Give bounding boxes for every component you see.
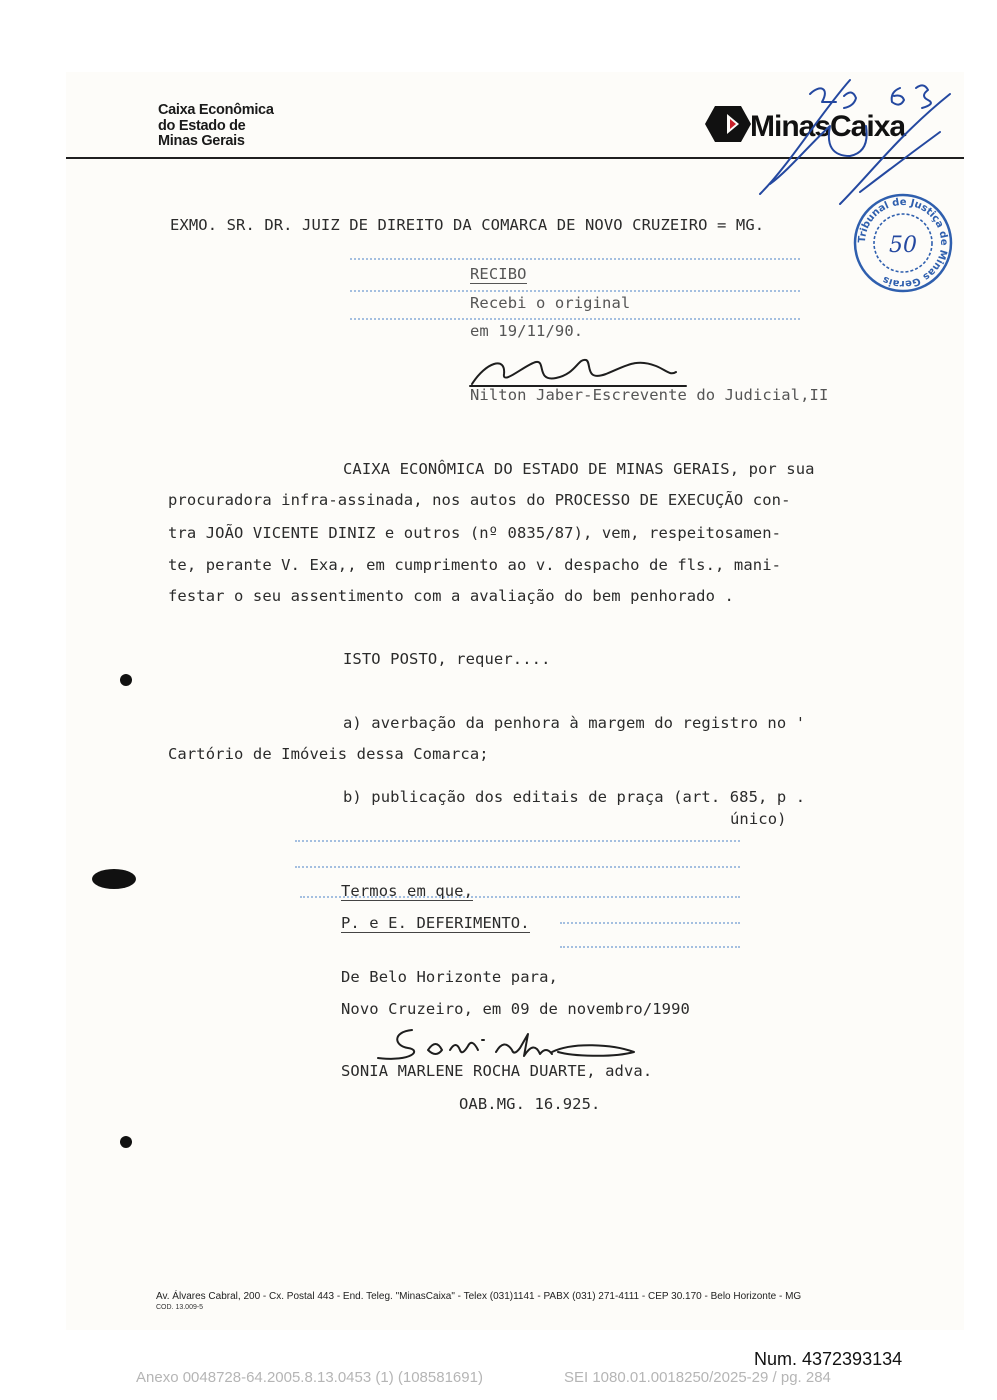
item-a-line-1: a) averbação da penhora à margem do registro no ' (343, 714, 806, 732)
minascaixa-logo-icon (705, 104, 751, 144)
court-stamp-icon (851, 190, 955, 296)
closing-line-2: P. e E. DEFERIMENTO. (341, 914, 530, 932)
closing-line-1: Termos em que, (341, 882, 474, 900)
receipt-title: RECIBO (470, 265, 527, 283)
item-b-line-2: único) (730, 810, 787, 828)
addressee-line: EXMO. SR. DR. JUIZ DE DIREITO DA COMARCA DE NOVO CRUZEIRO = MG. (170, 216, 765, 234)
stamp-sheet-number: 50 (889, 233, 917, 258)
annex-reference: Anexo 0048728-64.2005.8.13.0453 (1) (108581691) (136, 1369, 483, 1386)
paragraph-1-line-2: procuradora infra-assinada, nos autos do PROCESSO DE EXECUÇÃO con- (168, 491, 791, 509)
paragraph-1-line-3: tra JOÃO VICENTE DINIZ e outros (nº 0835/87), vem, respeitosamen- (168, 524, 782, 542)
org-line-1: Caixa Econômica (158, 102, 274, 118)
footer-address: Av. Álvares Cabral, 200 - Cx. Postal 443 - End. Teleg. "MinasCaixa" - Telex (031)1141 - PABX (031) 271-4111 - CEP 30.170 - Belo Horizonte - MG (156, 1291, 802, 1302)
stamp-dotted-line (295, 866, 740, 868)
stamp-dotted-line (350, 290, 800, 292)
logo-wordmark: MinasCaixa (750, 110, 906, 143)
request-intro: ISTO POSTO, requer.... (343, 650, 551, 668)
document-number: Num. 4372393134 (754, 1349, 903, 1369)
receipt-signer: Nilton Jaber-Escrevente do Judicial,II (470, 386, 829, 404)
organization-name (158, 103, 274, 150)
item-a-line-2: Cartório de Imóveis dessa Comarca; (168, 745, 489, 763)
stamp-dotted-line (350, 258, 800, 260)
stamp-dotted-line (560, 946, 740, 948)
stamp-ring-text: Tribunal de Justiça de Minas Gerais (856, 196, 950, 290)
stamp-dotted-line (350, 318, 800, 320)
place-line-2: Novo Cruzeiro, em 09 de novembro/1990 (341, 1000, 690, 1018)
form-code: COD. 13.009-5 (156, 1304, 204, 1311)
place-line-1: De Belo Horizonte para, (341, 968, 558, 986)
paragraph-1-line-5: festar o seu assentimento com a avaliação do bem penhorado . (168, 587, 734, 605)
receipt-line-2: em 19/11/90. (470, 322, 584, 340)
receipt-line-1: Recebi o original (470, 294, 631, 312)
document-page (66, 72, 964, 1330)
margin-ink-spots-icon (88, 660, 148, 1160)
signer-oab: OAB.MG. 16.925. (459, 1095, 601, 1113)
org-line-2: do Estado de (158, 117, 246, 134)
stamp-dotted-line (295, 840, 740, 842)
sei-page-reference: SEI 1080.01.0018250/2025-29 / pg. 284 (564, 1369, 831, 1386)
org-line-3: Minas Gerais (158, 133, 245, 149)
signer-name: SONIA MARLENE ROCHA DUARTE, adva. (341, 1062, 653, 1080)
stamp-dotted-line (560, 922, 740, 924)
paragraph-1-line-4: te, perante V. Exa,, em cumprimento ao v. despacho de fls., mani- (168, 556, 782, 574)
item-b-line-1: b) publicação dos editais de praça (art. 685, p . (343, 788, 806, 806)
paragraph-1-line-1: CAIXA ECONÔMICA DO ESTADO DE MINAS GERAIS, por sua (343, 460, 815, 478)
